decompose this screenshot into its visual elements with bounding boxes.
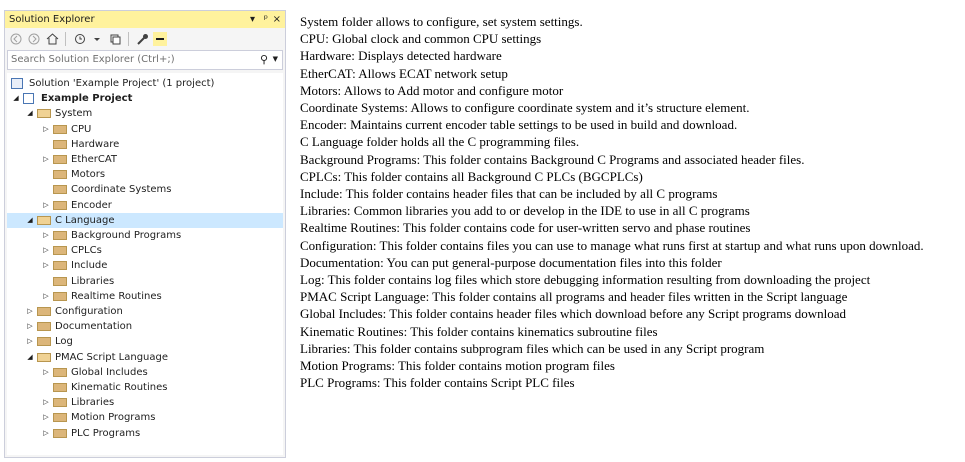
folder-open-icon xyxy=(37,109,51,118)
toolbar-separator xyxy=(128,32,129,46)
panel-title: Solution Explorer xyxy=(9,14,95,25)
project-icon xyxy=(23,93,34,104)
collapsed-arrow-icon[interactable]: ▷ xyxy=(43,291,49,300)
chevron-down-icon[interactable]: ▼ xyxy=(272,55,278,63)
description-line: C Language folder holds all the C programming files. xyxy=(300,134,580,150)
description-line: CPU: Global clock and common CPU settings xyxy=(300,31,542,47)
tree-item[interactable] xyxy=(7,106,283,121)
chevron-down-icon[interactable] xyxy=(90,32,104,46)
dropdown-icon[interactable]: ▾ xyxy=(249,14,255,25)
search-placeholder: Search Solution Explorer (Ctrl+;) xyxy=(11,54,175,65)
tree-item-label: Motors xyxy=(71,169,106,181)
folder-icon xyxy=(53,413,67,422)
wrench-icon[interactable] xyxy=(135,32,149,46)
tree-item[interactable] xyxy=(7,91,283,106)
collapsed-arrow-icon[interactable]: ▷ xyxy=(27,337,33,346)
collapse-all-icon[interactable] xyxy=(153,32,167,46)
folder-icon xyxy=(53,429,67,438)
back-icon[interactable] xyxy=(9,32,23,46)
folder-icon xyxy=(37,307,51,316)
tree-item[interactable] xyxy=(7,274,283,289)
folder-icon xyxy=(53,125,67,134)
tree-item-label: Libraries xyxy=(71,275,115,287)
tree-item[interactable] xyxy=(7,380,283,395)
tree-item-label: EtherCAT xyxy=(71,154,117,165)
collapsed-arrow-icon[interactable]: ▷ xyxy=(43,155,49,163)
description-line: Libraries: Common libraries you add to or develop in the IDE to use in all C programs xyxy=(300,203,750,219)
tree-item-label: Solution 'Example Project' (1 project) xyxy=(29,78,215,89)
tree-item[interactable] xyxy=(7,258,283,273)
pin-icon[interactable]: ᵖ xyxy=(263,14,268,25)
folder-icon xyxy=(53,383,67,392)
close-icon[interactable]: × xyxy=(272,14,281,25)
tree-item[interactable] xyxy=(7,213,283,228)
folder-icon xyxy=(53,155,67,164)
tree-item-label: Log xyxy=(55,336,73,348)
tree-item-label: Include xyxy=(71,260,108,272)
toolbar-separator xyxy=(65,32,66,46)
home-icon[interactable] xyxy=(45,32,59,46)
expanded-arrow-icon[interactable]: ◢ xyxy=(27,352,33,361)
tree-item-label: CPU xyxy=(71,123,92,135)
folder-icon xyxy=(53,231,67,240)
tree-item-label: Libraries xyxy=(71,397,115,409)
panel-toolbar xyxy=(5,28,285,50)
tree-item[interactable] xyxy=(7,167,283,182)
tree-item[interactable] xyxy=(7,395,283,410)
folder-icon xyxy=(53,398,67,407)
tree-item[interactable] xyxy=(7,243,283,258)
collapsed-arrow-icon[interactable]: ▷ xyxy=(43,428,49,437)
tree-item-label: Kinematic Routines xyxy=(71,382,168,393)
description-line: Documentation: You can put general-purpose documentation files into this folder xyxy=(300,254,722,270)
history-icon[interactable] xyxy=(72,32,86,46)
tree-item-label: Configuration xyxy=(55,306,123,317)
folder-icon xyxy=(53,201,67,210)
folder-icon xyxy=(53,185,67,194)
description-line: Configuration: This folder contains files you can use to manage what runs first at startup and what runs upon download. xyxy=(300,237,924,253)
tree-item[interactable] xyxy=(7,137,283,152)
description-line: Global Includes: This folder contains header files which download before any Script programs download xyxy=(300,306,846,322)
description-line: Coordinate Systems: Allows to configure coordinate system and it’s structure element. xyxy=(300,100,750,116)
collapsed-arrow-icon[interactable]: ▷ xyxy=(43,261,49,270)
tree-item-label: PMAC Script Language xyxy=(55,351,169,363)
tree-item[interactable] xyxy=(7,319,283,334)
sync-icon[interactable] xyxy=(108,32,122,46)
tree-item-label: Example Project xyxy=(41,93,133,105)
description-line: Realtime Routines: This folder contains code for user-written servo and phase routines xyxy=(300,220,751,236)
description-line: Libraries: This folder contains subprogram files which can be used in any Script program xyxy=(300,340,765,356)
search-input[interactable] xyxy=(7,50,283,70)
folder-icon xyxy=(37,322,51,331)
tree-item-label: Global Includes xyxy=(71,366,148,378)
expanded-arrow-icon[interactable]: ◢ xyxy=(27,109,33,118)
folder-open-icon xyxy=(37,216,51,225)
tree-item-label: Background Programs xyxy=(71,230,182,241)
panel-titlebar[interactable] xyxy=(5,11,285,28)
folder-icon xyxy=(37,337,51,346)
collapsed-arrow-icon[interactable]: ▷ xyxy=(43,231,49,239)
description-line: PMAC Script Language: This folder contains all programs and header files written in the Script language xyxy=(300,289,848,305)
tree-item[interactable] xyxy=(7,198,283,213)
tree-item-label: Coordinate Systems xyxy=(71,184,172,196)
tree-item[interactable] xyxy=(7,304,283,319)
description-line: System folder allows to configure, set system settings. xyxy=(300,14,583,29)
tree-item-label: Hardware xyxy=(71,138,120,150)
tree-item[interactable] xyxy=(7,152,283,167)
folder-icon xyxy=(53,368,67,377)
folder-open-icon xyxy=(37,353,51,362)
description-text xyxy=(300,13,960,391)
collapsed-arrow-icon[interactable]: ▷ xyxy=(27,322,33,331)
tree-item[interactable] xyxy=(7,426,283,441)
tree-item-label: System xyxy=(55,108,93,120)
solution-icon xyxy=(11,78,23,89)
description-line: Background Programs: This folder contains Background C Programs and associated header files. xyxy=(300,151,805,167)
tree-item[interactable] xyxy=(7,122,283,137)
collapsed-arrow-icon[interactable]: ▷ xyxy=(43,367,49,376)
description-line: Motors: Allows to Add motor and configure motor xyxy=(300,82,564,98)
description-line: Motion Programs: This folder contains motion program files xyxy=(300,358,615,374)
tree-item[interactable] xyxy=(7,76,283,91)
collapsed-arrow-icon[interactable]: ▷ xyxy=(27,307,33,315)
tree-item[interactable] xyxy=(7,410,283,425)
collapsed-arrow-icon[interactable]: ▷ xyxy=(43,200,49,209)
collapsed-arrow-icon[interactable]: ▷ xyxy=(43,246,49,255)
folder-icon xyxy=(53,170,67,179)
tree-item-label: PLC Programs xyxy=(71,427,141,439)
tree-item[interactable] xyxy=(7,289,283,304)
tree-item[interactable] xyxy=(7,365,283,380)
collapsed-arrow-icon[interactable]: ▷ xyxy=(43,124,49,133)
folder-icon xyxy=(53,277,67,286)
tree-item[interactable] xyxy=(7,350,283,365)
tree-item[interactable] xyxy=(7,228,283,243)
description-line: PLC Programs: This folder contains Script PLC files xyxy=(300,375,575,391)
folder-icon xyxy=(53,292,67,301)
description-line: Encoder: Maintains current encoder table settings to be used in build and download. xyxy=(300,117,738,133)
tree-item-label: Encoder xyxy=(71,199,112,211)
collapsed-arrow-icon[interactable]: ▷ xyxy=(43,398,49,407)
solution-tree xyxy=(7,73,283,455)
description-line: Hardware: Displays detected hardware xyxy=(300,48,502,64)
solution-explorer-panel xyxy=(4,10,286,458)
tree-item-label: CPLCs xyxy=(71,245,102,257)
collapsed-arrow-icon[interactable]: ▷ xyxy=(43,413,49,422)
search-icon[interactable]: ⚲ xyxy=(259,53,268,66)
description-line: CPLCs: This folder contains all Background C PLCs (BGCPLCs) xyxy=(300,168,643,184)
expanded-arrow-icon[interactable]: ◢ xyxy=(27,215,33,224)
tree-item[interactable] xyxy=(7,334,283,349)
tree-item-label: Realtime Routines xyxy=(71,290,162,302)
description-line: Log: This folder contains log files which store debugging information resulting from downloading the project xyxy=(300,272,871,288)
tree-item-label: Documentation xyxy=(55,321,133,333)
tree-item-label: C Language xyxy=(55,214,115,226)
description-line: Include: This folder contains header files that can be included by all C programs xyxy=(300,186,718,202)
tree-item-label: Motion Programs xyxy=(71,412,156,424)
folder-icon xyxy=(53,246,67,255)
expanded-arrow-icon[interactable]: ◢ xyxy=(13,94,19,103)
tree-item[interactable] xyxy=(7,182,283,197)
folder-icon xyxy=(53,261,67,270)
folder-icon xyxy=(53,140,67,149)
description-line: Kinematic Routines: This folder contains kinematics subroutine files xyxy=(300,323,658,339)
forward-icon[interactable] xyxy=(27,32,41,46)
description-line: EtherCAT: Allows ECAT network setup xyxy=(300,65,508,81)
